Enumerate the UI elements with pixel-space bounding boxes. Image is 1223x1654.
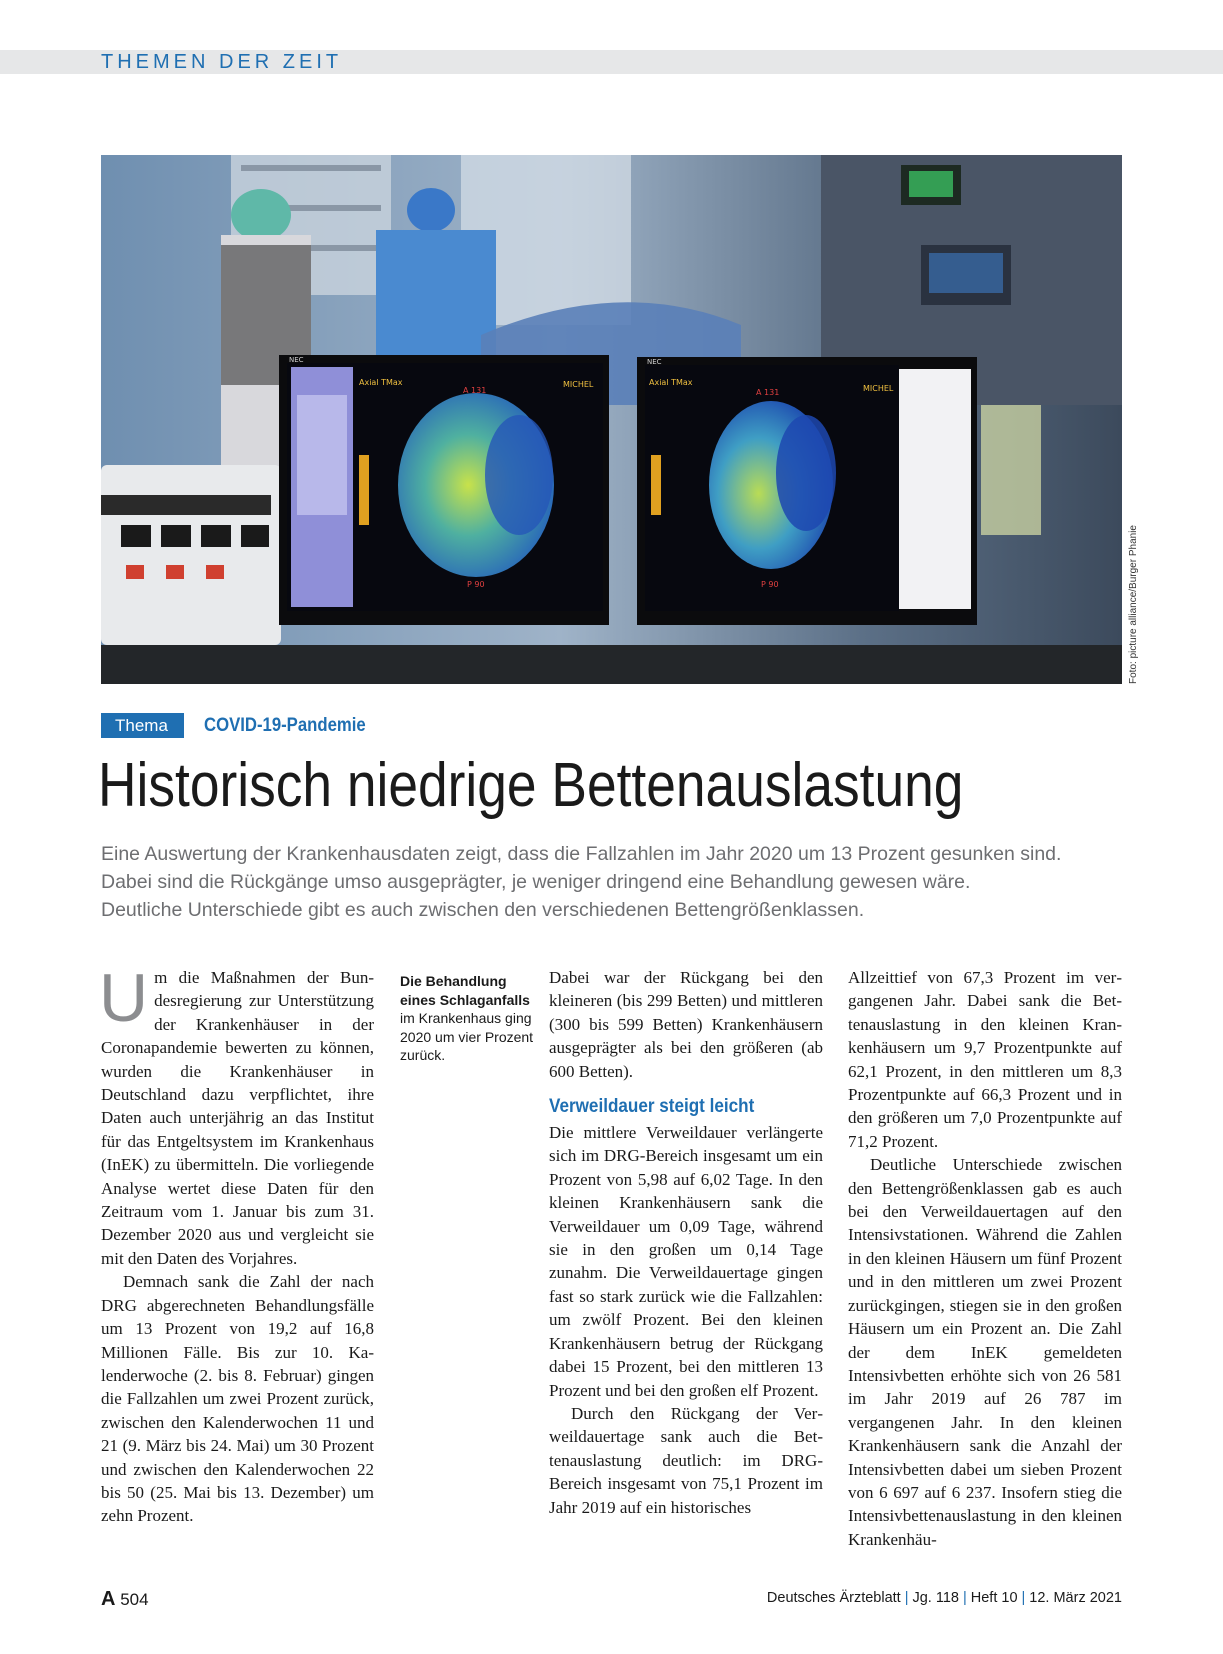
body-paragraph: Durch den Rückgang der Verweildauertage sank auch die Bettenauslastung deutlich: im DRG-Bereich insgesamt von 75,1 Prozent im Jahr 2019 auf ein historisches: [549, 1403, 823, 1517]
lead-line-1: Eine Auswertung der Krankenhausdaten zeigt, dass die Fallzahlen im Jahr 2020 um 13 Prozent gesunken sind.: [101, 843, 1062, 865]
journal-name: Deutsches Ärzteblatt: [766, 1590, 901, 1606]
svg-text:Axial TMax: Axial TMax: [359, 378, 403, 387]
body-paragraph: Die mittlere Verweildauer verlängerte sich im DRG-Bereich insgesamt um ein Prozent von 5,98 auf 6,02 Tage. In den kleinen Krankenhäusern sank die Verweildauer um 0,09 Tage, während sie in den großen um 0,14 Tage zunahm. Die Verweildauertage gingen fast so stark zurück wie die Fallzahlen: um zwölf Prozent. Bei den kleinen Krankenhäusern betrug der Rückgang dabei 15 Prozent, bei den mittleren 13 Prozent und bei den großen elf Prozent.: [549, 1123, 823, 1400]
lead-line-2: Dabei sind die Rückgänge umso ausgeprägter, je weniger dringend eine Behandlung gewesen wäre.: [101, 871, 971, 893]
journal-date: 12. März 2021: [1029, 1590, 1122, 1606]
monitor-right-brand: NEC: [647, 358, 662, 366]
headline: Historisch niedrige Bettenauslastung: [98, 751, 964, 820]
section-label: THEMEN DER ZEIT: [101, 51, 343, 73]
article-photo: [101, 155, 1122, 684]
topic-row: [101, 713, 388, 739]
body-column-1: [99, 960, 374, 1528]
body-paragraph: Allzeittief von 67,3 Prozent im vergangenen Jahr. Dabei sank die Bettenauslastung in den kleinen Krankenhäusern um 9,7 Prozentpunkte auf 62,1 Prozent, in den mittleren um 8,3 Prozentpunkte auf 66,3 Prozent und in den größeren um 7,0 Prozentpunkte auf 71,2 Prozent.: [848, 968, 1122, 1151]
monitor-right-a: A 131: [756, 388, 780, 397]
footer-separator: |: [962, 1590, 967, 1606]
photo-credit: Foto: picture alliance/Burger Phanie: [1128, 525, 1139, 684]
body-column-4: [848, 966, 1122, 1551]
monitor-left-p: P 90: [467, 580, 485, 589]
drop-cap: U: [99, 960, 149, 1036]
journal-volume: Jg. 118: [912, 1590, 959, 1606]
lead-paragraph: [101, 840, 1111, 924]
monitor-right-p: P 90: [761, 580, 779, 589]
svg-text:Axial TMax: Axial TMax: [649, 378, 693, 387]
body-paragraph: Dabei war der Rückgang bei den kleineren (bis 299 Betten) und mittleren (300 bis 599 Betten) Krankenhäusern ausgeprägter als bei den größeren (ab 600 Betten).: [549, 968, 823, 1081]
topic-name: COVID-19-Pandemie: [203, 714, 366, 736]
body-text: m die Maßnahmen der Bundesregierung zur Unterstützung der Krankenhäuser in der Coronapandemie bewerten zu können, wurden die Krankenhäuser in Deutschland dazu verpflichtet, ihre Daten auch unterjährig an das Institut für das Entgeltsystem im Krankenhaus (InEK) zu übermitteln. Die vorliegende Analyse wertet diese Daten für den Zeitraum vom 1. Januar bis zum 31. Dezember 2020 aus und vergleicht sie mit den Daten des Vorjahres.: [101, 968, 374, 1268]
page-prefix: A: [101, 1588, 116, 1610]
journal-issue: Heft 10: [970, 1590, 1018, 1606]
subheading: Verweildauer steigt leicht: [549, 1096, 755, 1118]
monitor-left-a: A 131: [463, 386, 487, 395]
monitor-right-name: MICHEL: [863, 384, 894, 393]
page-number-value: 504: [120, 1590, 149, 1609]
footer-separator: |: [904, 1590, 909, 1606]
lead-line-3: Deutliche Unterschiede gibt es auch zwischen den verschiedenen Bettengrößenklassen.: [101, 899, 865, 921]
monitor-left-name: MICHEL: [563, 380, 594, 389]
body-paragraph: [99, 960, 374, 1270]
margin-note: [400, 972, 535, 1065]
body-column-3: [549, 966, 823, 1519]
margin-note-bold: Die Behandlung eines Schlaganfalls: [400, 973, 530, 1008]
topic-tag: Thema: [101, 713, 184, 738]
journal-footer: [767, 1590, 1122, 1606]
footer-separator: |: [1021, 1590, 1026, 1606]
body-paragraph: Deutliche Unterschiede zwischen den Bettengrößenklassen gab es auch bei den Verweildauertagen auf den Intensivstationen. Während die Zahlen in den kleinen Häusern um fünf Prozent und in den mittleren um zwei Prozent zurückgingen, stiegen sie in den großen Häusern um ein Prozent an. Die Zahl der dem InEK gemeldeten Intensivbetten erhöhte sich von 26 581 im Jahr 2019 auf 26 787 im vergangenen Jahr. In den kleinen Krankenhäusern sank die Anzahl der Intensivbetten dabei um sieben Prozent von 6 697 auf 6 237. Insofern stieg die Intensivbettenauslastung in den kleinen Krankenhäu-: [848, 1155, 1122, 1549]
margin-note-text: im Krankenhaus ging 2020 um vier Prozent zurück.: [400, 1010, 534, 1063]
body-paragraph: Demnach sank die Zahl der nach DRG abgerechneten Behandlungsfälle um 13 Prozent von 19,2 auf 16,8 Millionen Fälle. Bis zur 10. Kalenderwoche (2. bis 8. Februar) gingen die Fallzahlen um zwei Prozent zurück, zwischen den Kalenderwochen 11 und 21 (9. März bis 24. Mai) um 30 Prozent und zwischen den Kalenderwochen 22 bis 50 (25. Mai bis 13. Dezember) um zehn Prozent.: [101, 1272, 374, 1526]
monitor-left-brand: NEC: [289, 356, 304, 364]
page-number: [101, 1588, 149, 1611]
